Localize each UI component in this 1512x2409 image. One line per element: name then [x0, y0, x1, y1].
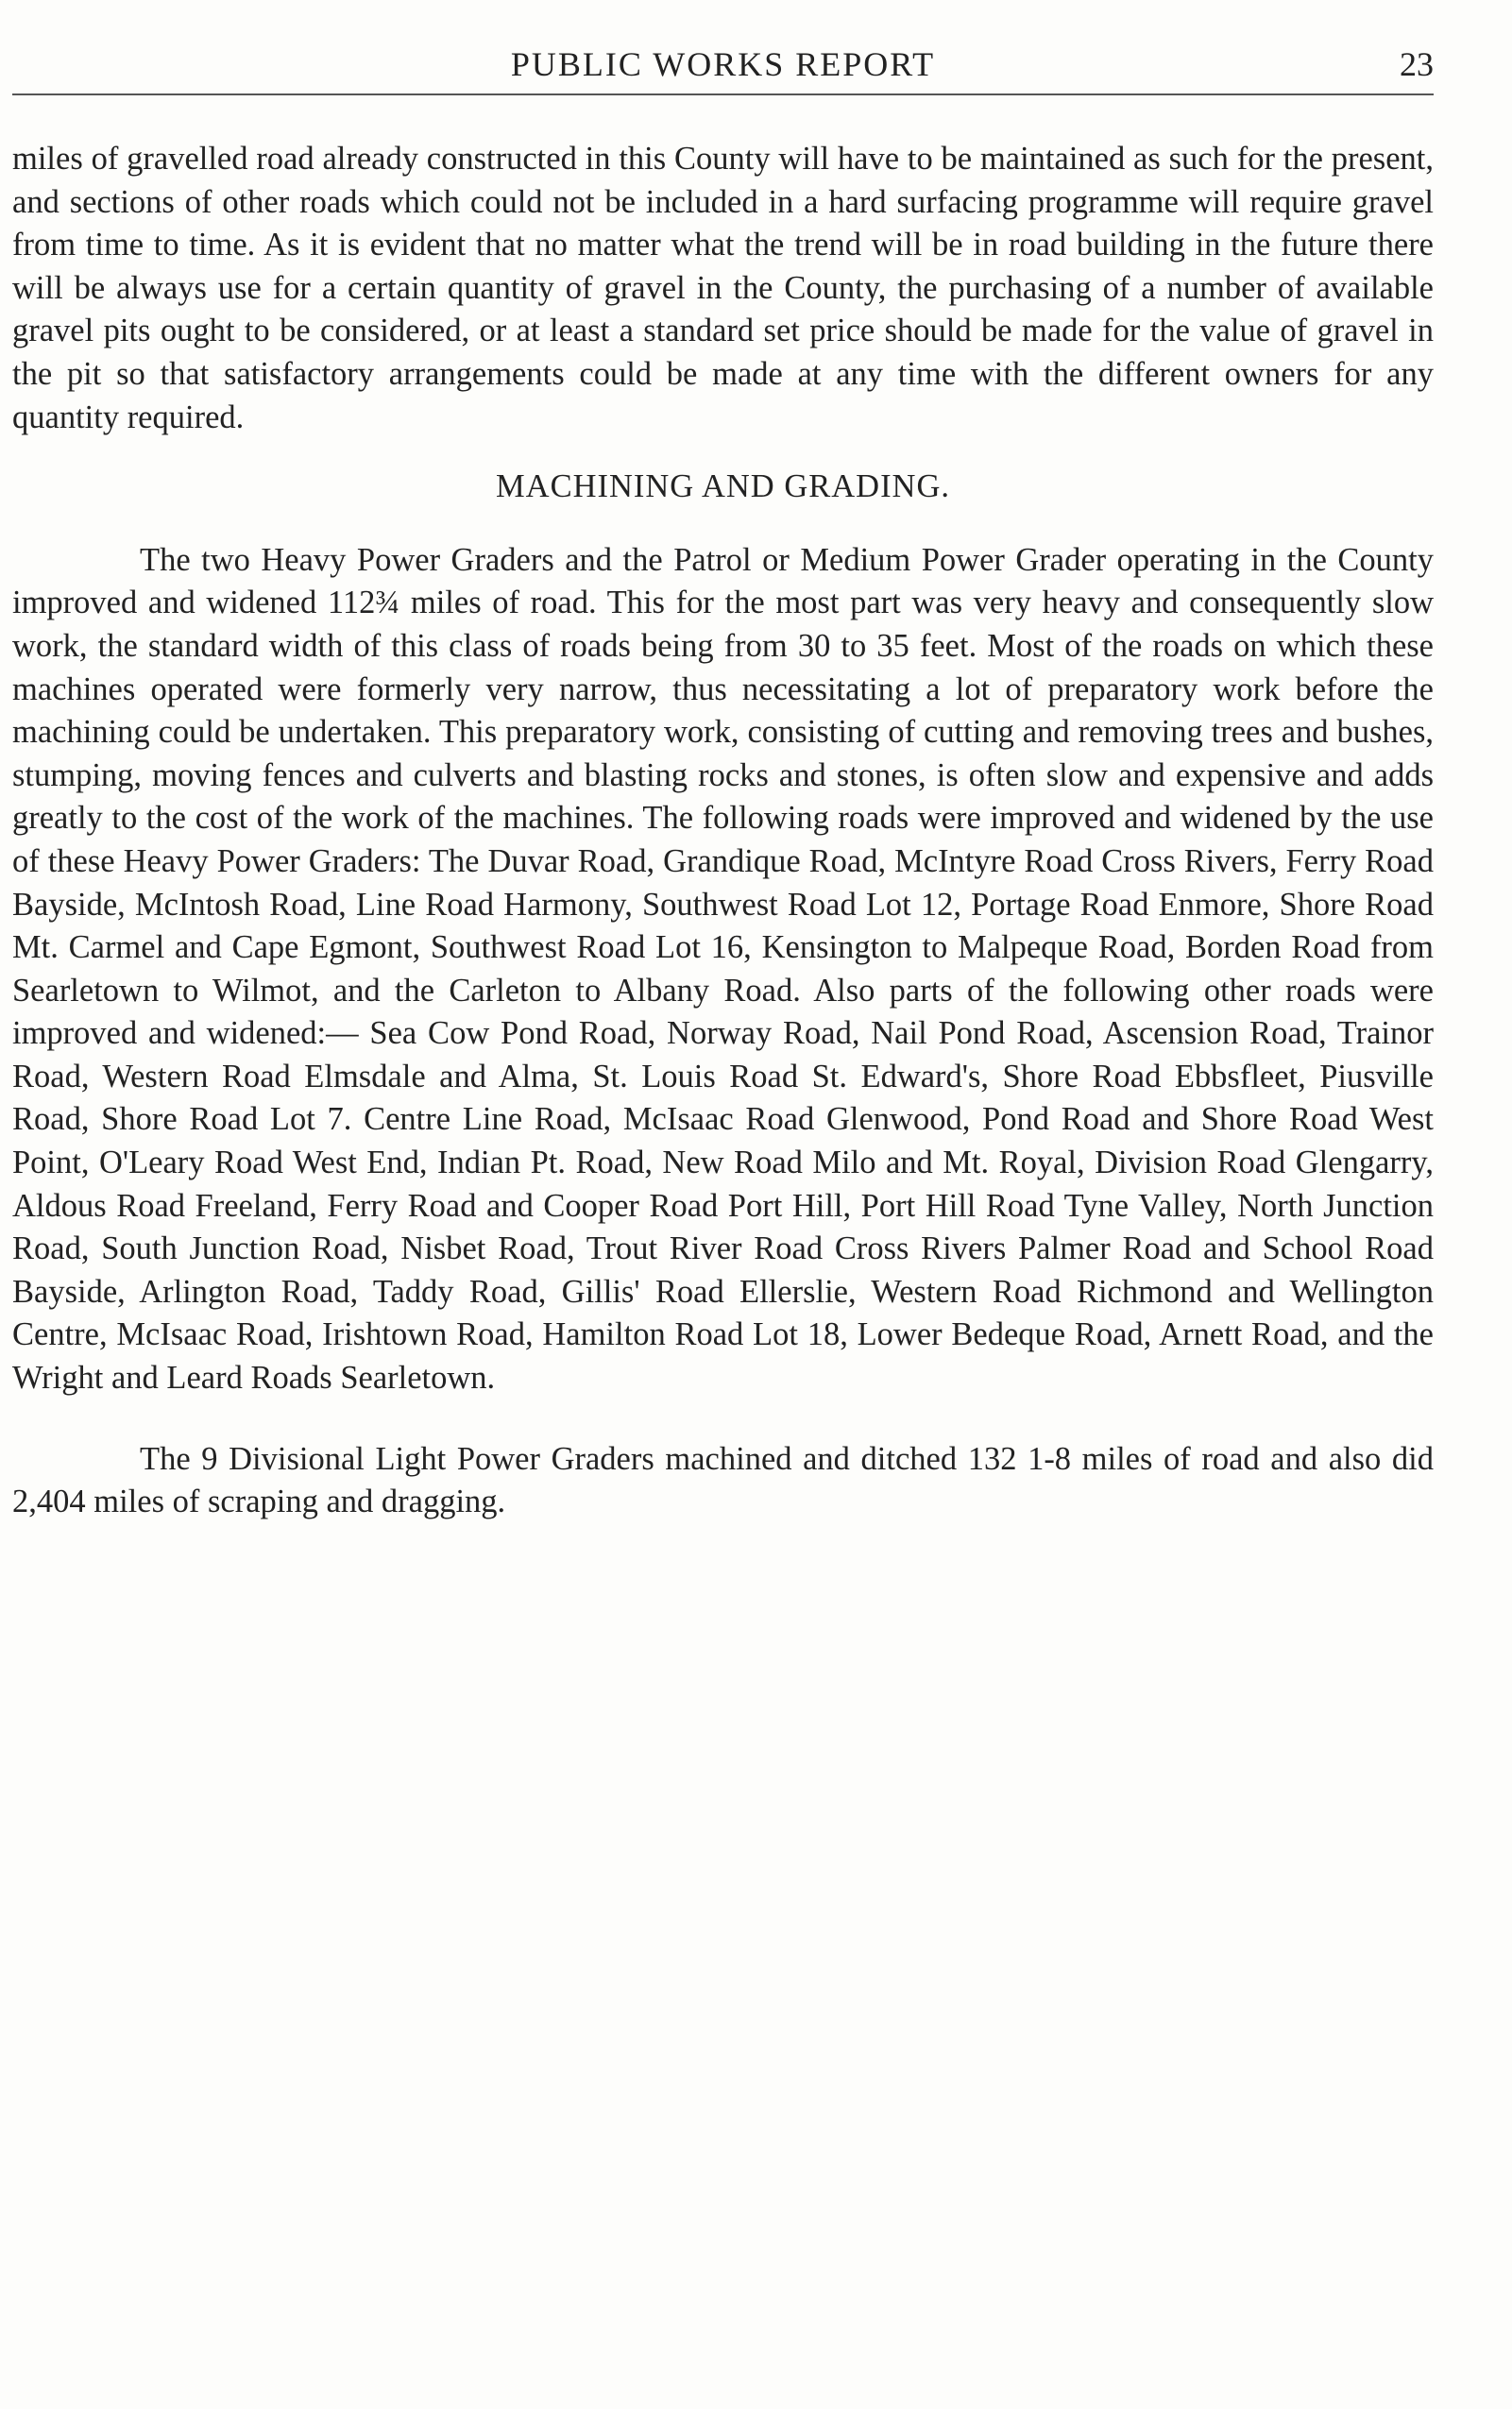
running-title: PUBLIC WORKS REPORT	[510, 45, 936, 83]
body-text	[12, 138, 1434, 1524]
page-number: 23	[1400, 45, 1434, 83]
section-heading: MACHINING AND GRADING.	[495, 468, 951, 505]
header-rule	[12, 93, 1434, 95]
paragraph-gravel: miles of gravelled road already constructed in this County will have to be maintained as such for the present, and sections of other roads which could not be included in a hard surfacing programme will require gravel from time to time. As it is evident that no matter what the trend will be in road building in the future there will be always use for a certain quantity of gravel in the County, the purchasing of a number of available gravel pits ought to be considered, or at least a standard set price should be made for the value of gravel in the pit so that satisfactory arrangements could be made at any time with the different owners for any quantity required.	[12, 141, 1434, 435]
paragraph-light-graders: The 9 Divisional Light Power Graders machined and ditched 132 1-8 miles of road and also did 2,404 miles of scraping and dragging.	[12, 1440, 1434, 1520]
running-header	[12, 36, 1434, 93]
paragraph-heavy-graders: The two Heavy Power Graders and the Patrol or Medium Power Grader operating in the County improved and widened 112¾ miles of road. This for the most part was very heavy and consequently slow work, the standard width of this class of roads being from 30 to 35 feet. Most of the roads on which these machines operated were formerly very narrow, thus necessitating a lot of preparatory work before the machining could be undertaken. This preparatory work, consisting of cutting and removing trees and bushes, stumping, moving fences and culverts and blasting rocks and stones, is often slow and expensive and adds greatly to the cost of the work of the machines. The following roads were improved and widened by the use of these Heavy Power Graders: The Duvar Road, Grandique Road, McIntyre Road Cross Rivers, Ferry Road Bayside, McIntosh Road, Line Road Harmony, Southwest Road Lot 12, Portage Road Enmore, Shore Road Mt. Carmel and Cape Egmont, Southwest Road Lot 16, Kensington to Malpeque Road, Borden Road from Searletown to Wilmot, and the Carleton to Albany Road. Also parts of the following other roads were improved and widened:— Sea Cow Pond Road, Norway Road, Nail Pond Road, Ascension Road, Trainor Road, Western Road Elmsdale and Alma, St. Louis Road St. Edward's, Shore Road Ebbsfleet, Piusville Road, Shore Road Lot 7. Centre Line Road, McIsaac Road Glenwood, Pond Road and Shore Road West Point, O'Leary Road West End, Indian Pt. Road, New Road Milo and Mt. Royal, Division Road Glengarry, Aldous Road Freeland, Ferry Road and Cooper Road Port Hill, Port Hill Road Tyne Valley, North Junction Road, South Junction Road, Nisbet Road, Trout River Road Cross Rivers Palmer Road and School Road Bayside, Arlington Road, Taddy Road, Gillis' Road Ellerslie, Western Road Richmond and Wellington Centre, McIsaac Road, Irishtown Road, Hamilton Road Lot 18, Lower Bedeque Road, Arnett Road, and the Wright and Leard Roads Searletown.	[12, 541, 1434, 1397]
